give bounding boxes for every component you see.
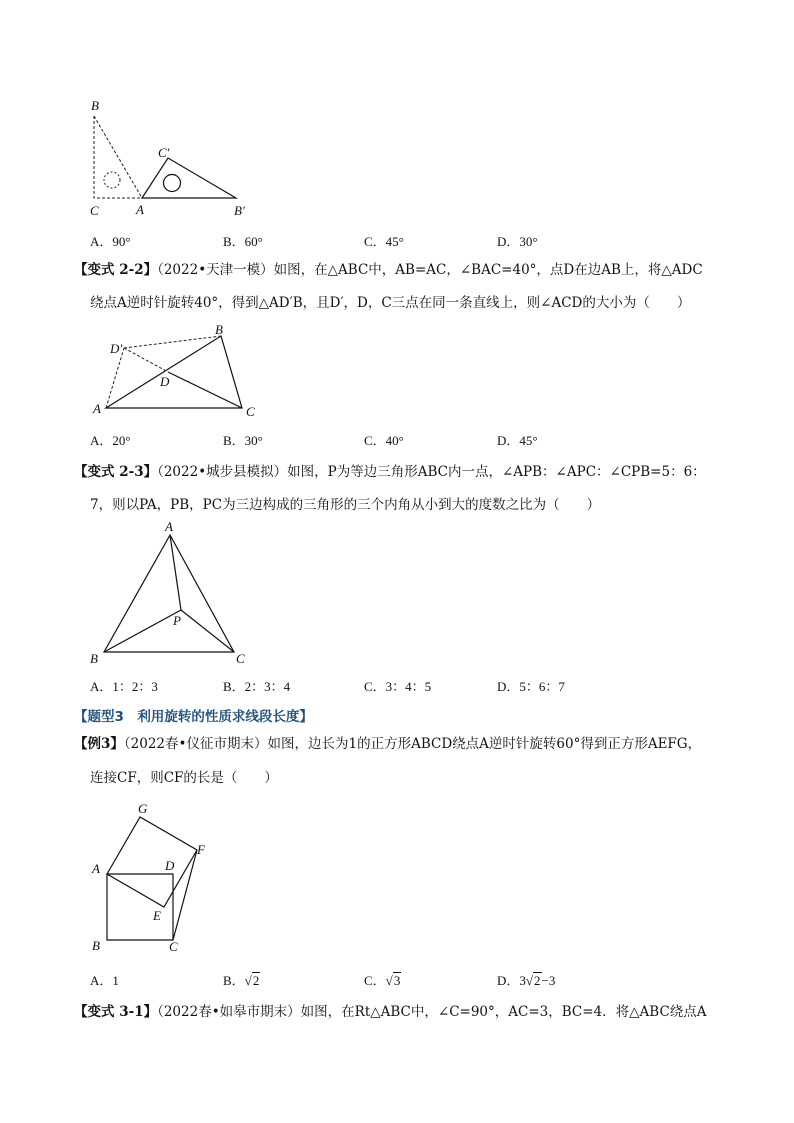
option-b[interactable]: B．60° — [223, 234, 263, 249]
figure-q22 — [88, 320, 268, 420]
label-a: A — [136, 202, 144, 217]
question-tag: 【例3】 — [74, 736, 124, 752]
label-d: D — [160, 374, 170, 389]
label-b: B — [92, 938, 100, 953]
label-g: G — [138, 801, 148, 816]
label-c: C — [169, 939, 178, 954]
label-b-prime: B′ — [234, 203, 245, 218]
example-3-line2: 连接CF，则CF的长是（ ） — [90, 770, 278, 786]
option-c[interactable]: C．40° — [364, 433, 404, 448]
option-d[interactable]: D．45° — [497, 433, 538, 448]
label-b: B — [91, 98, 99, 113]
question-2-3-line1: 【变式 2-3】（2022•城步县模拟）如图，P为等边三角形ABC内一点，∠APB：∠APC：∠CPB=5：6： — [74, 464, 706, 480]
label-a: A — [93, 401, 101, 416]
example-3-line1: 【例3】（2022春•仪征市期末）如图，边长为1的正方形ABCD绕点A逆时针旋转60°得到正方形AEFG， — [74, 736, 702, 752]
label-c: C — [236, 651, 245, 666]
label-p: P — [173, 613, 181, 628]
question-2-2-line2: 绕点A逆时针旋转40°，得到△AD′B，且D′，D，C三点在同一条直线上，则∠ACD的大小为（ ） — [90, 295, 691, 311]
question-2-3-line2: 7，则以PA，PB，PC为三边构成的三角形的三个内角从小到大的度数之比为（ ） — [90, 497, 601, 513]
section-heading-3: 【题型3 利用旋转的性质求线段长度】 — [74, 709, 313, 725]
option-c[interactable]: C．√3 — [364, 973, 401, 988]
label-a: A — [165, 519, 173, 534]
option-b[interactable]: B．√2 — [223, 973, 260, 988]
option-a[interactable]: A．1 — [90, 973, 119, 988]
figure-ex3 — [85, 798, 225, 958]
question-2-2-line1: 【变式 2-2】（2022•天津一模）如图，在△ABC中，AB=AC，∠BAC=40°，点D在边AB上，将△ADC — [74, 262, 703, 278]
label-c: C — [246, 404, 255, 419]
option-d[interactable]: D．30° — [497, 234, 538, 249]
option-c[interactable]: C．3：4：5 — [364, 679, 432, 694]
option-d[interactable]: D．3√2−3 — [497, 973, 556, 988]
option-b[interactable]: B．2：3：4 — [223, 679, 291, 694]
label-d: D — [165, 858, 175, 873]
option-a[interactable]: A．90° — [90, 234, 131, 249]
figure-rotation-triangles — [80, 95, 270, 225]
label-a: A — [92, 861, 100, 876]
question-3-1-line1: 【变式 3-1】（2022春•如皋市期末）如图，在Rt△ABC中，∠C=90°，AC=3，BC=4．将△ABC绕点A — [74, 1004, 707, 1020]
option-a[interactable]: A．20° — [90, 433, 131, 448]
question-tag: 【变式 2-3】 — [74, 464, 158, 480]
option-b[interactable]: B．30° — [223, 433, 263, 448]
label-f: F — [197, 842, 205, 857]
label-b: B — [90, 651, 98, 666]
label-c: C — [90, 203, 99, 218]
label-c-prime: C′ — [158, 145, 170, 160]
option-c[interactable]: C．45° — [364, 234, 404, 249]
label-b: B — [215, 322, 223, 337]
label-e: E — [153, 908, 161, 923]
label-d-prime: D′ — [110, 341, 123, 356]
question-tag: 【变式 3-1】 — [74, 1004, 158, 1020]
option-d[interactable]: D．5：6：7 — [497, 679, 565, 694]
option-a[interactable]: A．1：2：3 — [90, 679, 158, 694]
question-tag: 【变式 2-2】 — [74, 262, 158, 278]
figure-q23 — [85, 518, 255, 668]
